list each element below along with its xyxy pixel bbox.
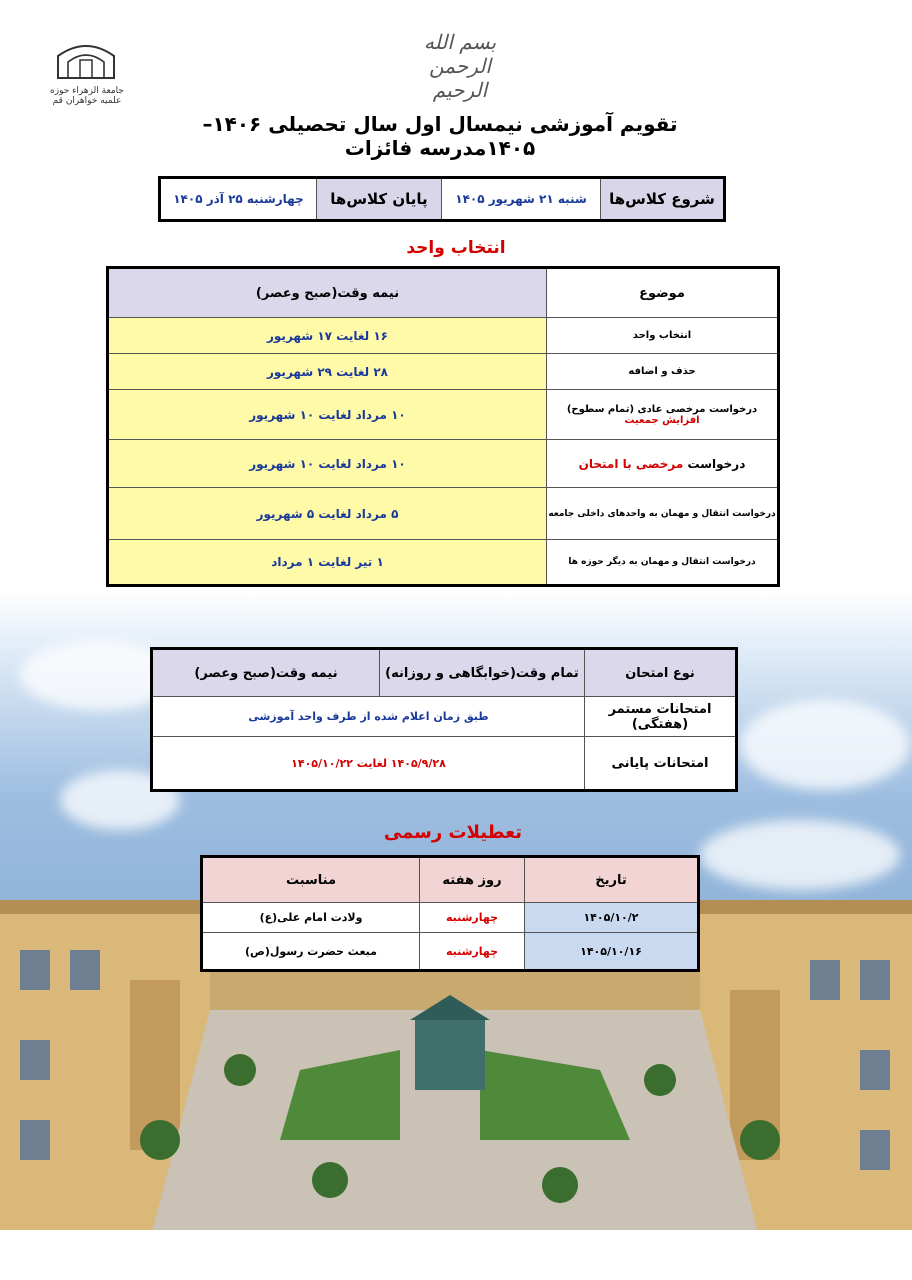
table-header-row xyxy=(108,268,779,318)
table-row xyxy=(152,737,737,791)
row-value: ۱ تیر لغایت ۱ مرداد xyxy=(108,540,547,586)
footer-band xyxy=(0,1230,912,1280)
table-row xyxy=(108,390,779,440)
row-value: ۱۰ مرداد لغایت ۱۰ شهریور xyxy=(108,390,547,440)
row-topic: حذف و اضافه xyxy=(547,354,779,390)
table-row xyxy=(202,903,699,933)
exam-continuous-value: طبق زمان اعلام شده از طرف واحد آموزشی xyxy=(152,697,585,737)
classes-end-value: چهارشنبه ۲۵ آذر ۱۴۰۵ xyxy=(160,178,317,221)
holidays-heading: تعطیلات رسمی xyxy=(383,822,523,843)
logo-caption: جامعة الزهراء حوزه علمیه خواهران قم xyxy=(50,86,124,106)
table-row xyxy=(202,933,699,971)
row-value: ۵ مرداد لغایت ۵ شهریور xyxy=(108,488,547,540)
column-header-day: روز هفته xyxy=(420,857,525,903)
holiday-occasion: مبعث حضرت رسول(ص) xyxy=(202,933,420,971)
page-title: تقویم آموزشی نیمسال اول سال تحصیلی ۱۴۰۶– ۱۴۰۵مدرسه فائزات xyxy=(202,112,678,160)
unit-selection-heading: انتخاب واحد xyxy=(406,238,506,258)
column-header-exam-type: نوع امتحان xyxy=(585,649,737,697)
holiday-day: چهارشنبه xyxy=(420,903,525,933)
holiday-occasion: ولادت امام علی(ع) xyxy=(202,903,420,933)
column-header-topic: موضوع xyxy=(547,268,779,318)
row-topic-main: درخواست مرخصی عادی (تمام سطوح) xyxy=(566,403,758,415)
column-header-parttime: نیمه وقت(صبح وعصر) xyxy=(152,649,380,697)
row-topic: انتخاب واحد xyxy=(547,318,779,354)
classes-start-value: شنبه ۲۱ شهریور ۱۴۰۵ xyxy=(442,178,601,221)
table-row xyxy=(152,697,737,737)
table-row xyxy=(108,440,779,488)
row-topic: درخواست انتقال و مهمان به دیگر حوزه ها xyxy=(547,540,779,586)
holiday-day: چهارشنبه xyxy=(420,933,525,971)
holiday-date: ۱۴۰۵/۱۰/۱۶ xyxy=(525,933,699,971)
holidays-table xyxy=(200,855,700,972)
classes-end-label: پایان کلاس‌ها xyxy=(317,178,442,221)
table-header-row xyxy=(152,649,737,697)
holiday-date: ۱۴۰۵/۱۰/۲ xyxy=(525,903,699,933)
exam-final-label: امتحانات پایانی xyxy=(585,737,737,791)
table-row xyxy=(108,540,779,586)
table-row xyxy=(108,488,779,540)
row-topic: درخواست انتقال و مهمان به واحدهای داخلی جامعه xyxy=(547,488,779,540)
column-header-parttime: نیمه وقت(صبح وعصر) xyxy=(108,268,547,318)
row-value: ۱۶ لغایت ۱۷ شهریور xyxy=(108,318,547,354)
column-header-date: تاریخ xyxy=(525,857,699,903)
exam-final-value: ۱۴۰۵/۹/۲۸ لغایت ۱۴۰۵/۱۰/۲۲ xyxy=(152,737,585,791)
table-row xyxy=(108,318,779,354)
row-value: ۲۸ لغایت ۲۹ شهریور xyxy=(108,354,547,390)
column-header-fulltime: تمام وقت(خوابگاهی و روزانه) xyxy=(380,649,585,697)
unit-selection-table xyxy=(106,266,780,587)
row-topic xyxy=(547,440,779,488)
exam-continuous-label: امتحانات مستمر (هفتگی) xyxy=(585,697,737,737)
classes-dates-table xyxy=(158,176,726,222)
row-topic-extra: مرخصی با امتحان xyxy=(578,456,684,471)
bismillah-calligraphy: بسم الله الرحمن الرحيم xyxy=(423,30,497,102)
exams-table xyxy=(150,647,738,792)
row-topic-main: درخواست xyxy=(687,456,746,471)
column-header-occasion: مناسبت xyxy=(202,857,420,903)
table-row xyxy=(108,354,779,390)
classes-start-label: شروع کلاس‌ها xyxy=(601,178,725,221)
row-topic-extra: افزایش جمعیت xyxy=(624,414,700,426)
cloud-decoration xyxy=(740,700,910,790)
row-value: ۱۰ مرداد لغایت ۱۰ شهریور xyxy=(108,440,547,488)
row-topic xyxy=(547,390,779,440)
table-header-row xyxy=(202,857,699,903)
